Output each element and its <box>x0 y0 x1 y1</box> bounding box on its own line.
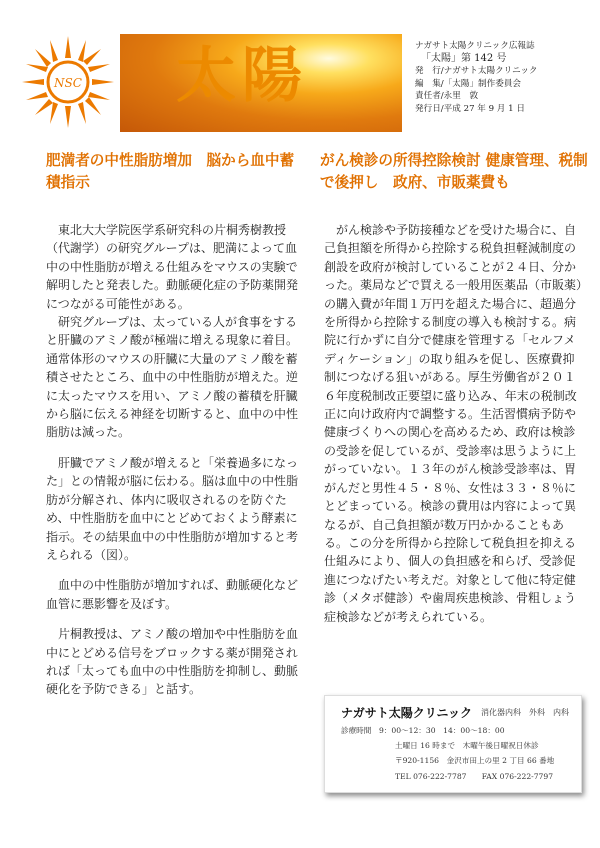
masthead <box>415 40 595 116</box>
clinic-logo <box>16 30 120 134</box>
logo-text: NSC <box>54 76 82 90</box>
clinic-hours: 診療時間 9：00〜12：30 14：00〜18：00 <box>341 726 505 735</box>
masthead-issue: 「太陽」第 142 号 <box>421 52 507 64</box>
left-article-headline: 肥満者の中性脂肪増加 脳から血中蓄積指示 <box>46 152 295 191</box>
left-article-paragraph: 肝臓でアミノ酸が増えると「栄養過多になった」との情報が脳に伝わる。脳は血中の中性脂肪が分解され、体内に吸収されるのを防ぐため、中性脂肪を血中にとどめておくよう酵素に指示。その結果血中の中性脂肪が増加すると考えられる（図）。 <box>46 455 299 562</box>
clinic-phone-fax: TEL 076-222-7787 FAX 076-222-7797 <box>395 772 554 781</box>
masthead-editor: 編 集/「太陽」制作委員会 <box>415 78 522 89</box>
right-article-headline: がん検診の所得控除検討 健康管理、税制で後押し 政府、市販薬費も <box>320 152 588 191</box>
newsletter-title: 太陽 <box>176 41 308 111</box>
left-article-body <box>46 221 302 699</box>
masthead-issuer: 発 行/ナガサト太陽クリニック <box>415 66 538 77</box>
left-article-paragraph: 血中の中性脂肪が増加すれば、動脈硬化など血管に悪影響を及ぼす。 <box>46 578 299 611</box>
masthead-date: 発行日/平成 27 年 9 月 1 日 <box>415 103 525 114</box>
left-article-paragraph: 東北大大学院医学系研究科の片桐秀樹教授（代謝学）の研究グループは、肥満によって血中の中性脂肪が増える仕組みをマウスの実験で解明したと発表した。動脈硬化症の予防薬開発につながる可能性がある。 <box>46 223 299 311</box>
right-article-body <box>324 221 582 626</box>
right-article-paragraph: がん検診や予防接種などを受けた場合に、自己負担額を所得から控除する税負担軽減制度の創設を政府が検討していることが２４日、分かった。薬局などで買える一般用医薬品（市販薬）の購入費が年間１万円を超えた場合に、超過分を所得から控除する制度の導入も検討する。病院に行かずに自分で健康を管理する「セルフメディケーション」の取り組みを促し、医療費抑制につなげる狙いがある。厚生労働省が２０１６年度税制改正要望に盛り込み、年末の税制改正に向け政府内で調整する。生活習慣病予防や健康づくりへの関心を高めるため、政府は検診の受診を促しているが、受診率は思うように上がっていない。１３年のがん検診受診率は、胃がんだと男性４５・８％、女性は３３・８％にとどまっている。検診の費用は内容によって異なるが、自己負担額が数万円かかることもある。この分を所得から控除して税負担を抑える仕組みにより、個人の負担感を和らげ、受診促進につなげたい考えだ。対象として他に特定健診（メタボ健診）や歯周疾患検診、骨粗しょう症検診などが考えられている。 <box>324 223 583 624</box>
clinic-closed-days: 土曜日 16 時まで 木曜午後日曜祝日休診 <box>395 741 539 750</box>
masthead-publisher: ナガサト太陽クリニック広報誌 <box>415 41 535 51</box>
clinic-address: 〒920-1156 金沢市田上の里 2 丁目 66 番地 <box>395 756 555 765</box>
clinic-departments: 消化器内科 外科 内科 <box>481 708 569 717</box>
left-article-paragraph: 研究グループは、太っている人が食事をすると肝臓のアミノ酸が極端に増える現象に着目。通常体形のマウスの肝臓に大量のアミノ酸を蓄積させたところ、血中の中性脂肪が増えた。逆に太ったマウスを用い、アミノ酸の蓄積を肝臓から脳に伝える神経を切断すると、血中の中性脂肪は減った。 <box>46 315 299 440</box>
masthead-responsible: 責任者/永里 敦 <box>415 91 479 102</box>
clinic-name: ナガサト太陽クリニック <box>341 706 473 720</box>
left-article-paragraph: 片桐教授は、アミノ酸の増加や中性脂肪を血中にとどめる信号をブロックする薬が開発されれば「太っても血中の中性脂肪を抑制し、動脈硬化を予防できる」と話す。 <box>46 627 299 697</box>
clinic-info-box <box>324 695 582 793</box>
